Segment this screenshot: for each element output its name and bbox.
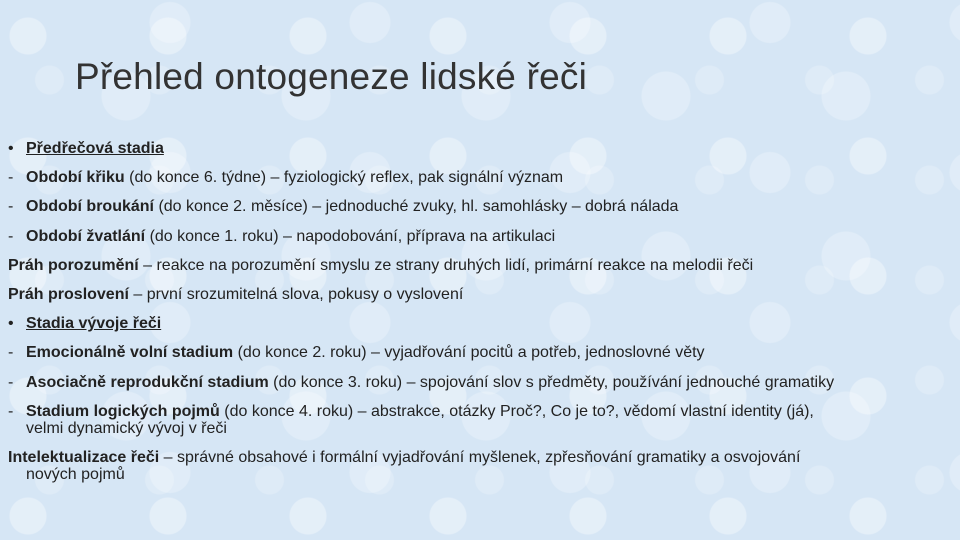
description: (do konce 4. roku) – abstrakce, otázky Proč?, Co je to?, vědomí vlastní identity (já), bbox=[219, 402, 814, 420]
item-babbling-period bbox=[8, 222, 948, 251]
dash-marker: - bbox=[8, 344, 14, 362]
dash-marker: - bbox=[8, 227, 14, 245]
term: Období žvatlání bbox=[26, 227, 146, 245]
term: Práh proslovení bbox=[8, 286, 129, 304]
term: Práh porozumění bbox=[8, 256, 139, 274]
term: Období křiku bbox=[26, 169, 125, 187]
dash-marker: - bbox=[8, 169, 14, 187]
bullet-marker: • bbox=[8, 140, 14, 157]
item-cooing-period bbox=[8, 192, 948, 221]
bullet-speech-development-stages bbox=[8, 309, 948, 338]
term: Období broukání bbox=[26, 198, 154, 216]
item-associative-reproductive-stage bbox=[8, 368, 948, 397]
item-crying-period bbox=[8, 163, 948, 192]
item-intellectualization bbox=[8, 443, 948, 489]
description: – reakce na porozumění smyslu ze strany druhých lidí, primární reakce na melodii řeči bbox=[138, 256, 754, 274]
item-emotional-volitional-stage bbox=[8, 338, 948, 367]
slide-body bbox=[8, 134, 948, 489]
dash-marker: - bbox=[8, 373, 14, 391]
slide-title: Přehled ontogeneze lidské řeči bbox=[75, 56, 587, 97]
description-continuation: velmi dynamický vývoj v řeči bbox=[26, 419, 227, 437]
bullet-marker: • bbox=[8, 315, 14, 333]
description: (do konce 2. roku) – vyjadřování pocitů a potřeb, jednoslovné věty bbox=[233, 344, 705, 362]
dash-marker: - bbox=[8, 198, 14, 216]
term: Intelektualizace řeči bbox=[8, 448, 160, 466]
item-speech-threshold bbox=[8, 280, 948, 309]
term: Emocionálně volní stadium bbox=[26, 344, 234, 362]
term: Asociačně reprodukční stadium bbox=[26, 373, 269, 391]
description: (do konce 2. měsíce) – jednoduché zvuky, hl. samohlásky – dobrá nálada bbox=[154, 198, 679, 216]
dash-marker: - bbox=[8, 402, 14, 420]
description: (do konce 3. roku) – spojování slov s předměty, používání jednouché gramatiky bbox=[268, 373, 835, 391]
term: Stadium logických pojmů bbox=[26, 402, 220, 420]
item-comprehension-threshold bbox=[8, 251, 948, 280]
description: – správné obsahové i formální vyjadřování myšlenek, zpřesňování gramatiky a osvojování bbox=[159, 448, 801, 466]
section-heading: Předřečová stadia bbox=[26, 140, 164, 157]
bullet-prespeech-stages bbox=[8, 134, 948, 163]
description-continuation: nových pojmů bbox=[26, 465, 125, 483]
description: (do konce 6. týdne) – fyziologický reflex, pak signální význam bbox=[124, 169, 564, 187]
description: – první srozumitelná slova, pokusy o vyslovení bbox=[128, 286, 464, 304]
description: (do konce 1. roku) – napodobování, příprava na artikulaci bbox=[145, 227, 556, 245]
item-logical-concepts-stage bbox=[8, 397, 948, 443]
section-heading: Stadia vývoje řeči bbox=[26, 315, 162, 333]
